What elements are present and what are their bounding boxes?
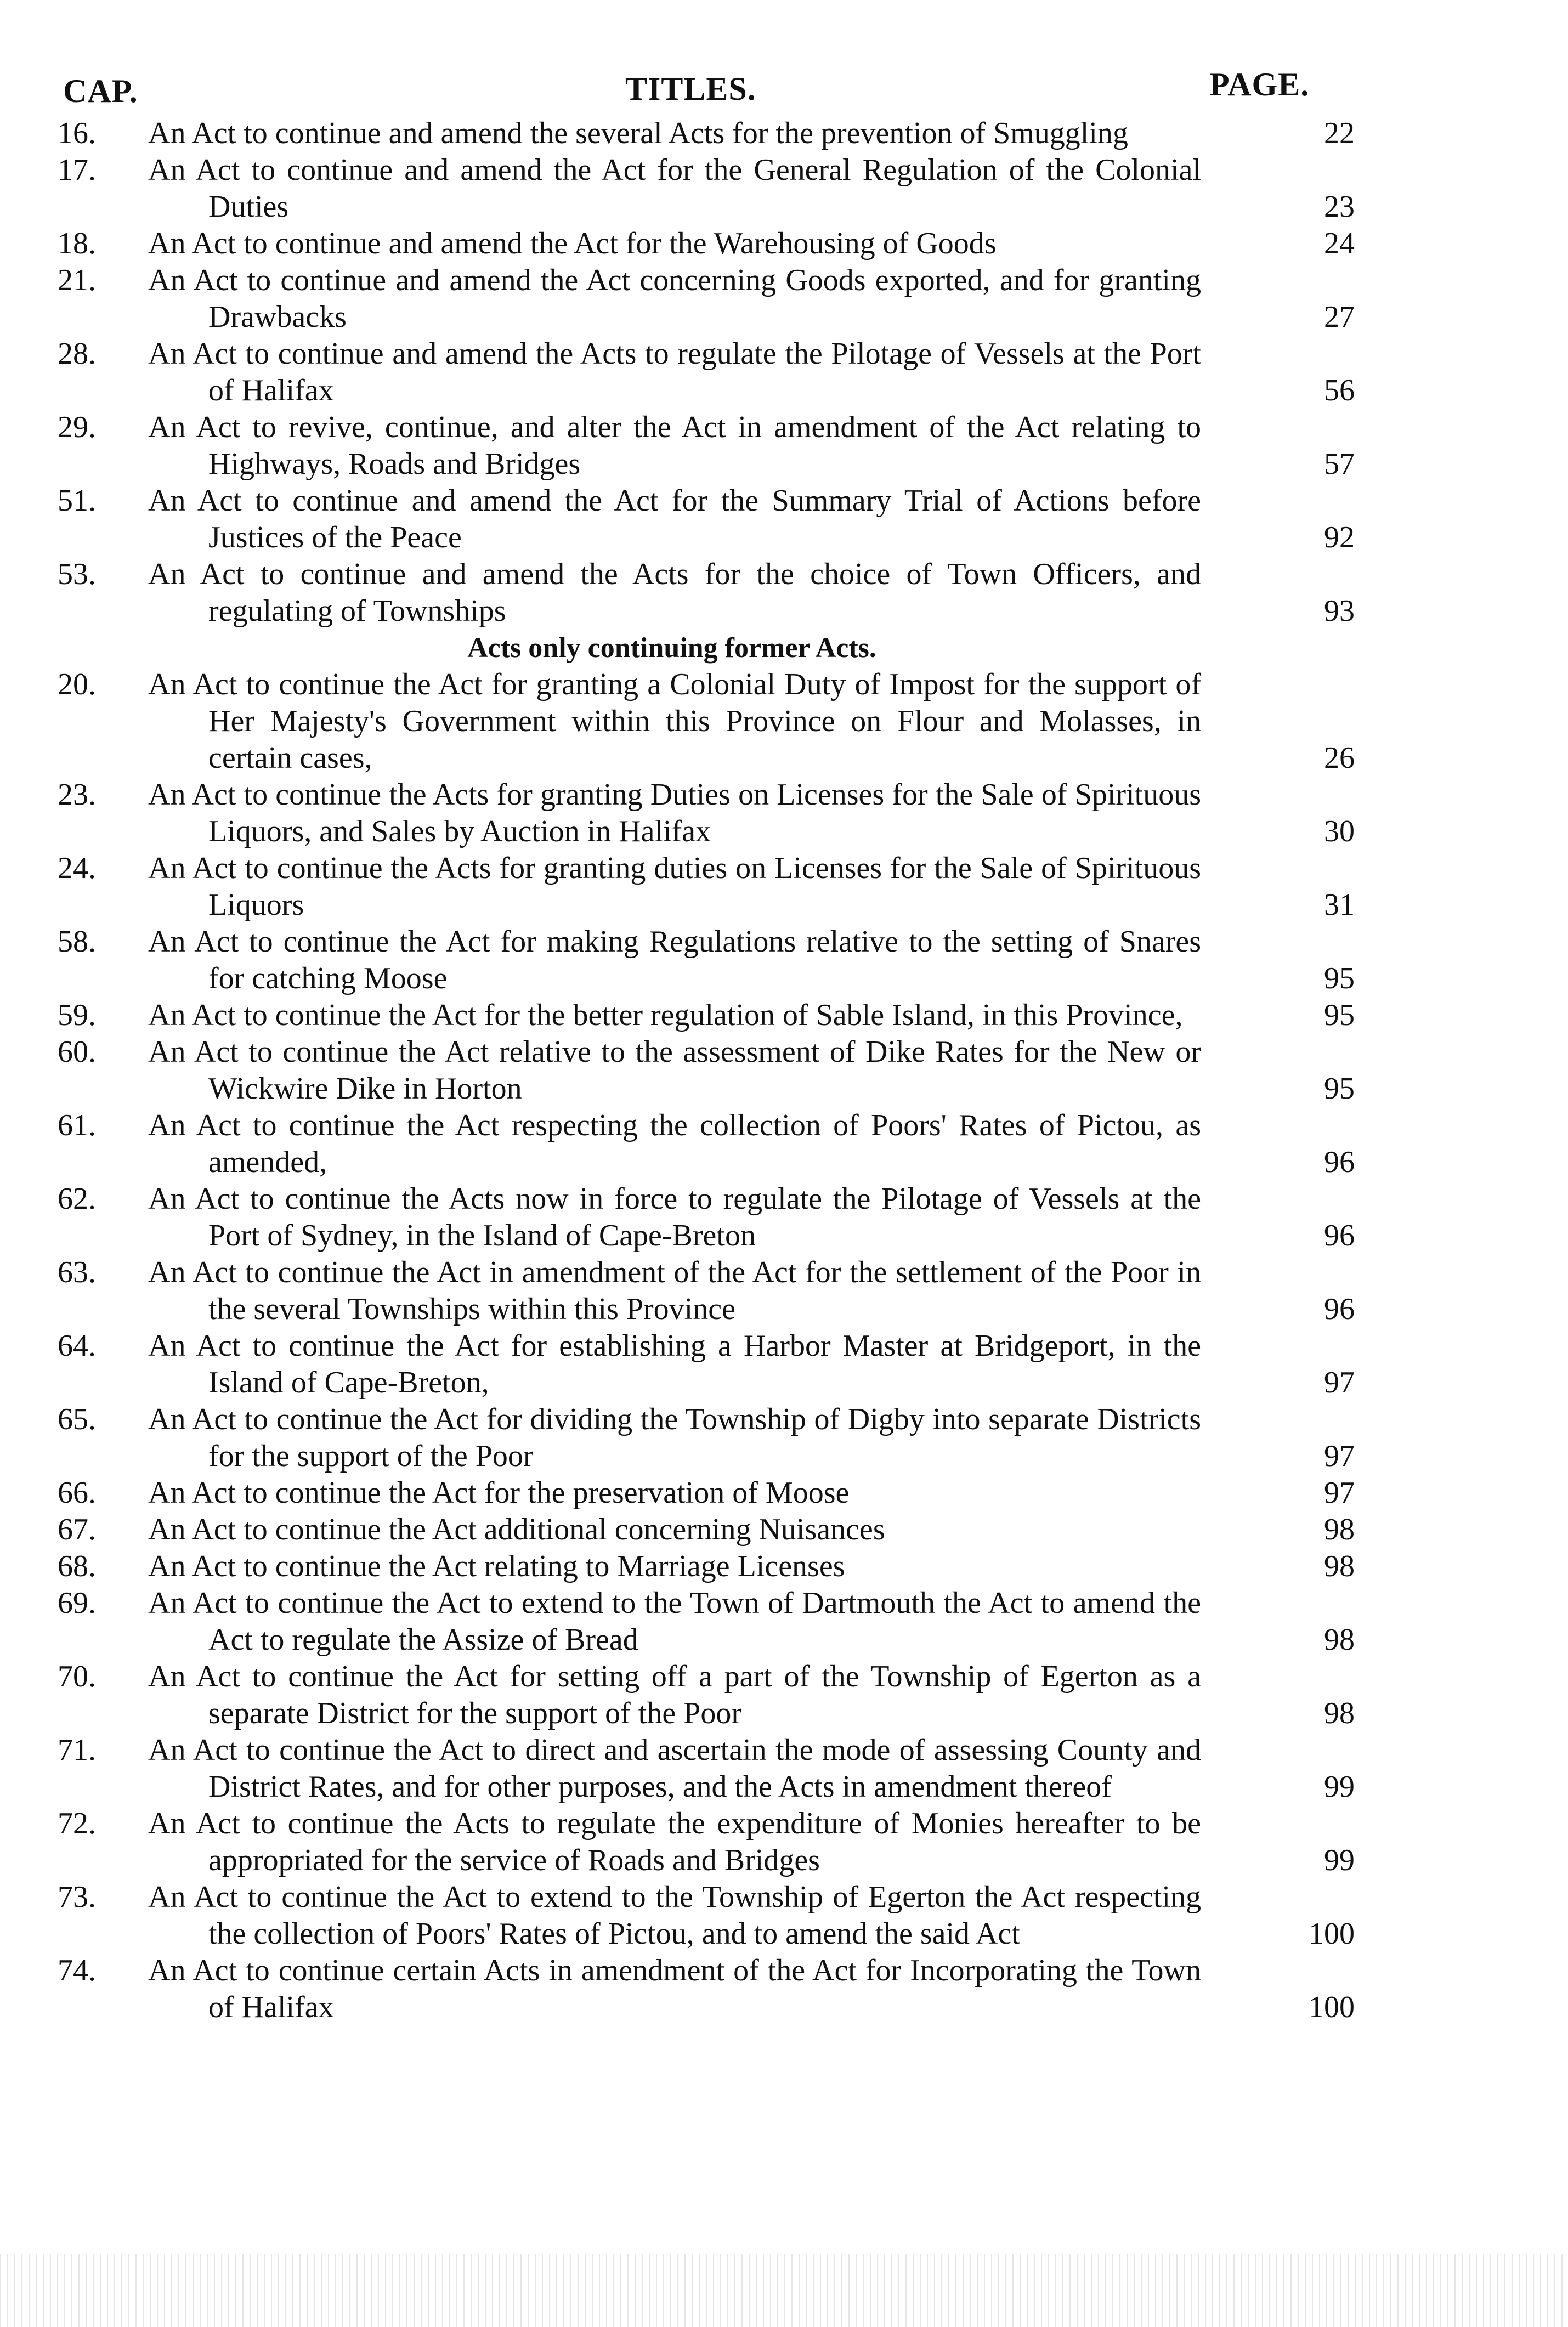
page-number: 30 — [1324, 814, 1355, 848]
amending-acts-list — [55, 115, 1371, 630]
list-item — [55, 1952, 1371, 2026]
list-item — [55, 666, 1371, 777]
list-item — [55, 1548, 1371, 1585]
chapter-number: 61. — [58, 1108, 96, 1142]
chapter-number: 71. — [58, 1733, 96, 1767]
list-item — [55, 1511, 1371, 1548]
act-title: An Act to continue the Act for dividing the Township of Digby into separate Districts for the support of the Poor — [148, 1402, 1201, 1473]
list-item — [55, 777, 1371, 850]
list-item — [55, 1328, 1371, 1401]
act-title: An Act to continue the Act respecting the collection of Poors' Rates of Pictou, as amended, — [148, 1108, 1201, 1179]
list-item — [55, 262, 1371, 336]
list-item — [55, 409, 1371, 483]
act-title: An Act to continue the Act for granting a Colonial Duty of Impost for the support of Her Majesty's Government within this Province on Flour and Molasses, in certain cases, — [148, 667, 1201, 775]
chapter-number: 23. — [58, 778, 96, 812]
act-title: An Act to continue and amend the several Acts for the prevention of Smuggling — [148, 116, 1128, 150]
page-number: 99 — [1324, 1843, 1355, 1877]
chapter-number: 28. — [58, 337, 96, 371]
page-number: 97 — [1324, 1366, 1355, 1400]
act-title: An Act to continue the Act to extend to the Town of Dartmouth the Act to amend the Act to regulate the Assize of Bread — [148, 1586, 1201, 1657]
chapter-number: 29. — [58, 410, 96, 444]
act-title: An Act to continue the Act for the preservation of Moose — [148, 1476, 850, 1510]
cap-column-heading: CAP. — [63, 73, 138, 109]
list-item — [55, 1107, 1371, 1181]
list-item — [55, 850, 1371, 924]
page-number: 95 — [1324, 1072, 1355, 1106]
act-title: An Act to continue and amend the Act for the Warehousing of Goods — [148, 227, 997, 261]
act-title: An Act to continue and amend the Acts to regulate the Pilotage of Vessels at the Port of Halifax — [148, 337, 1201, 407]
page-number: 26 — [1324, 741, 1355, 775]
list-item — [55, 1658, 1371, 1732]
list-item — [55, 483, 1371, 556]
chapter-number: 60. — [58, 1035, 96, 1069]
page-column-heading: PAGE. — [1209, 66, 1310, 103]
page-number: 99 — [1324, 1770, 1355, 1804]
titles-column-heading: TITLES. — [625, 71, 756, 107]
list-item — [55, 115, 1371, 152]
scan-noise-strip — [0, 2254, 1568, 2327]
list-item — [55, 1879, 1371, 1952]
page-number: 100 — [1309, 1917, 1355, 1951]
list-item — [55, 225, 1371, 262]
act-title: An Act to continue and amend the Act for the General Regulation of the Colonial Duties — [148, 153, 1201, 224]
act-title: An Act to continue the Act relating to Marriage Licenses — [148, 1549, 845, 1583]
chapter-number: 17. — [58, 153, 96, 187]
act-title: An Act to continue certain Acts in amendment of the Act for Incorporating the Town of Halifax — [148, 1954, 1201, 2024]
page-number: 98 — [1324, 1549, 1355, 1583]
page-number: 96 — [1324, 1292, 1355, 1326]
list-item — [55, 1034, 1371, 1107]
list-item — [55, 1401, 1371, 1475]
chapter-number: 18. — [58, 227, 96, 261]
act-title: An Act to continue the Act relative to the assessment of Dike Rates for the New or Wickwire Dike in Horton — [148, 1035, 1201, 1106]
act-title: An Act to continue the Act in amendment of the Act for the settlement of the Poor in the several Townships within this Province — [148, 1255, 1201, 1326]
page-number: 23 — [1324, 190, 1355, 224]
act-title: An Act to continue the Act for making Regulations relative to the setting of Snares for catching Moose — [148, 925, 1201, 995]
page-number: 96 — [1324, 1219, 1355, 1253]
page-number: 95 — [1324, 998, 1355, 1032]
page-number: 22 — [1324, 116, 1355, 150]
chapter-number: 20. — [58, 667, 96, 701]
page-number: 97 — [1324, 1476, 1355, 1510]
chapter-number: 64. — [58, 1329, 96, 1363]
list-item — [55, 924, 1371, 997]
page-number: 92 — [1324, 520, 1355, 554]
page-number: 31 — [1324, 888, 1355, 922]
page-number: 98 — [1324, 1696, 1355, 1730]
list-item — [55, 556, 1371, 630]
chapter-number: 73. — [58, 1880, 96, 1914]
act-title: An Act to continue and amend the Act concerning Goods exported, and for granting Drawbacks — [148, 263, 1201, 334]
list-item — [55, 1181, 1371, 1254]
chapter-number: 74. — [58, 1954, 96, 1988]
page-number: 98 — [1324, 1623, 1355, 1657]
chapter-number: 69. — [58, 1586, 96, 1620]
chapter-number: 65. — [58, 1402, 96, 1436]
act-title: An Act to continue the Act to direct and ascertain the mode of assessing County and District Rates, and for other purposes, and the Acts in amendment thereof — [148, 1733, 1201, 1804]
page-number: 96 — [1324, 1145, 1355, 1179]
page-number: 93 — [1324, 594, 1355, 628]
continuing-acts-list — [55, 666, 1371, 2026]
section-heading: Acts only continuing former Acts. — [467, 632, 876, 664]
list-item — [55, 1254, 1371, 1328]
chapter-number: 67. — [58, 1513, 96, 1547]
chapter-number: 66. — [58, 1476, 96, 1510]
list-item — [55, 1585, 1371, 1658]
chapter-number: 72. — [58, 1807, 96, 1841]
chapter-number: 58. — [58, 925, 96, 959]
act-title: An Act to continue the Acts for granting Duties on Licenses for the Sale of Spirituous Liquors, and Sales by Auction in Halifax — [148, 778, 1201, 848]
list-item — [55, 336, 1371, 409]
act-title: An Act to continue and amend the Acts for the choice of Town Officers, and regulating of Townships — [148, 557, 1201, 628]
page-number: 56 — [1324, 373, 1355, 407]
chapter-number: 68. — [58, 1549, 96, 1583]
page-number: 97 — [1324, 1439, 1355, 1473]
act-title: An Act to continue the Acts for granting duties on Licenses for the Sale of Spirituous Liquors — [148, 851, 1201, 922]
page-number: 27 — [1324, 300, 1355, 334]
page-number: 100 — [1309, 1990, 1355, 2024]
act-title: An Act to revive, continue, and alter the Act in amendment of the Act relating to Highways, Roads and Bridges — [148, 410, 1201, 481]
list-item — [55, 152, 1371, 225]
act-title: An Act to continue the Acts now in force to regulate the Pilotage of Vessels at the Port of Sydney, in the Island of Cape-Breton — [148, 1182, 1201, 1253]
chapter-number: 51. — [58, 484, 96, 518]
chapter-number: 24. — [58, 851, 96, 885]
act-title: An Act to continue the Act additional concerning Nuisances — [148, 1513, 885, 1547]
act-title: An Act to continue the Act to extend to the Township of Egerton the Act respecting the collection of Poors' Rates of Pictou, and to amend the said Act — [148, 1880, 1201, 1951]
list-item — [55, 997, 1371, 1034]
list-item — [55, 1732, 1371, 1805]
index-page — [55, 66, 1371, 2232]
page-number: 24 — [1324, 227, 1355, 261]
page-number: 98 — [1324, 1513, 1355, 1547]
chapter-number: 53. — [58, 557, 96, 591]
list-item — [55, 1475, 1371, 1511]
list-item — [55, 1805, 1371, 1879]
act-title: An Act to continue the Acts to regulate the expenditure of Monies hereafter to be appropriated for the service of Roads and Bridges — [148, 1807, 1201, 1877]
column-header — [55, 66, 1371, 115]
act-title: An Act to continue the Act for establishing a Harbor Master at Bridgeport, in the Island of Cape-Breton, — [148, 1329, 1201, 1400]
chapter-number: 63. — [58, 1255, 96, 1289]
act-title: An Act to continue and amend the Act for the Summary Trial of Actions before Justices of the Peace — [148, 484, 1201, 554]
chapter-number: 21. — [58, 263, 96, 297]
act-title: An Act to continue the Act for the better regulation of Sable Island, in this Province, — [148, 998, 1183, 1032]
chapter-number: 59. — [58, 998, 96, 1032]
chapter-number: 70. — [58, 1660, 96, 1694]
page-number: 57 — [1324, 447, 1355, 481]
act-title: An Act to continue the Act for setting off a part of the Township of Egerton as a separate District for the support of the Poor — [148, 1660, 1201, 1730]
page-number: 95 — [1324, 961, 1355, 995]
chapter-number: 16. — [58, 116, 96, 150]
chapter-number: 62. — [58, 1182, 96, 1216]
